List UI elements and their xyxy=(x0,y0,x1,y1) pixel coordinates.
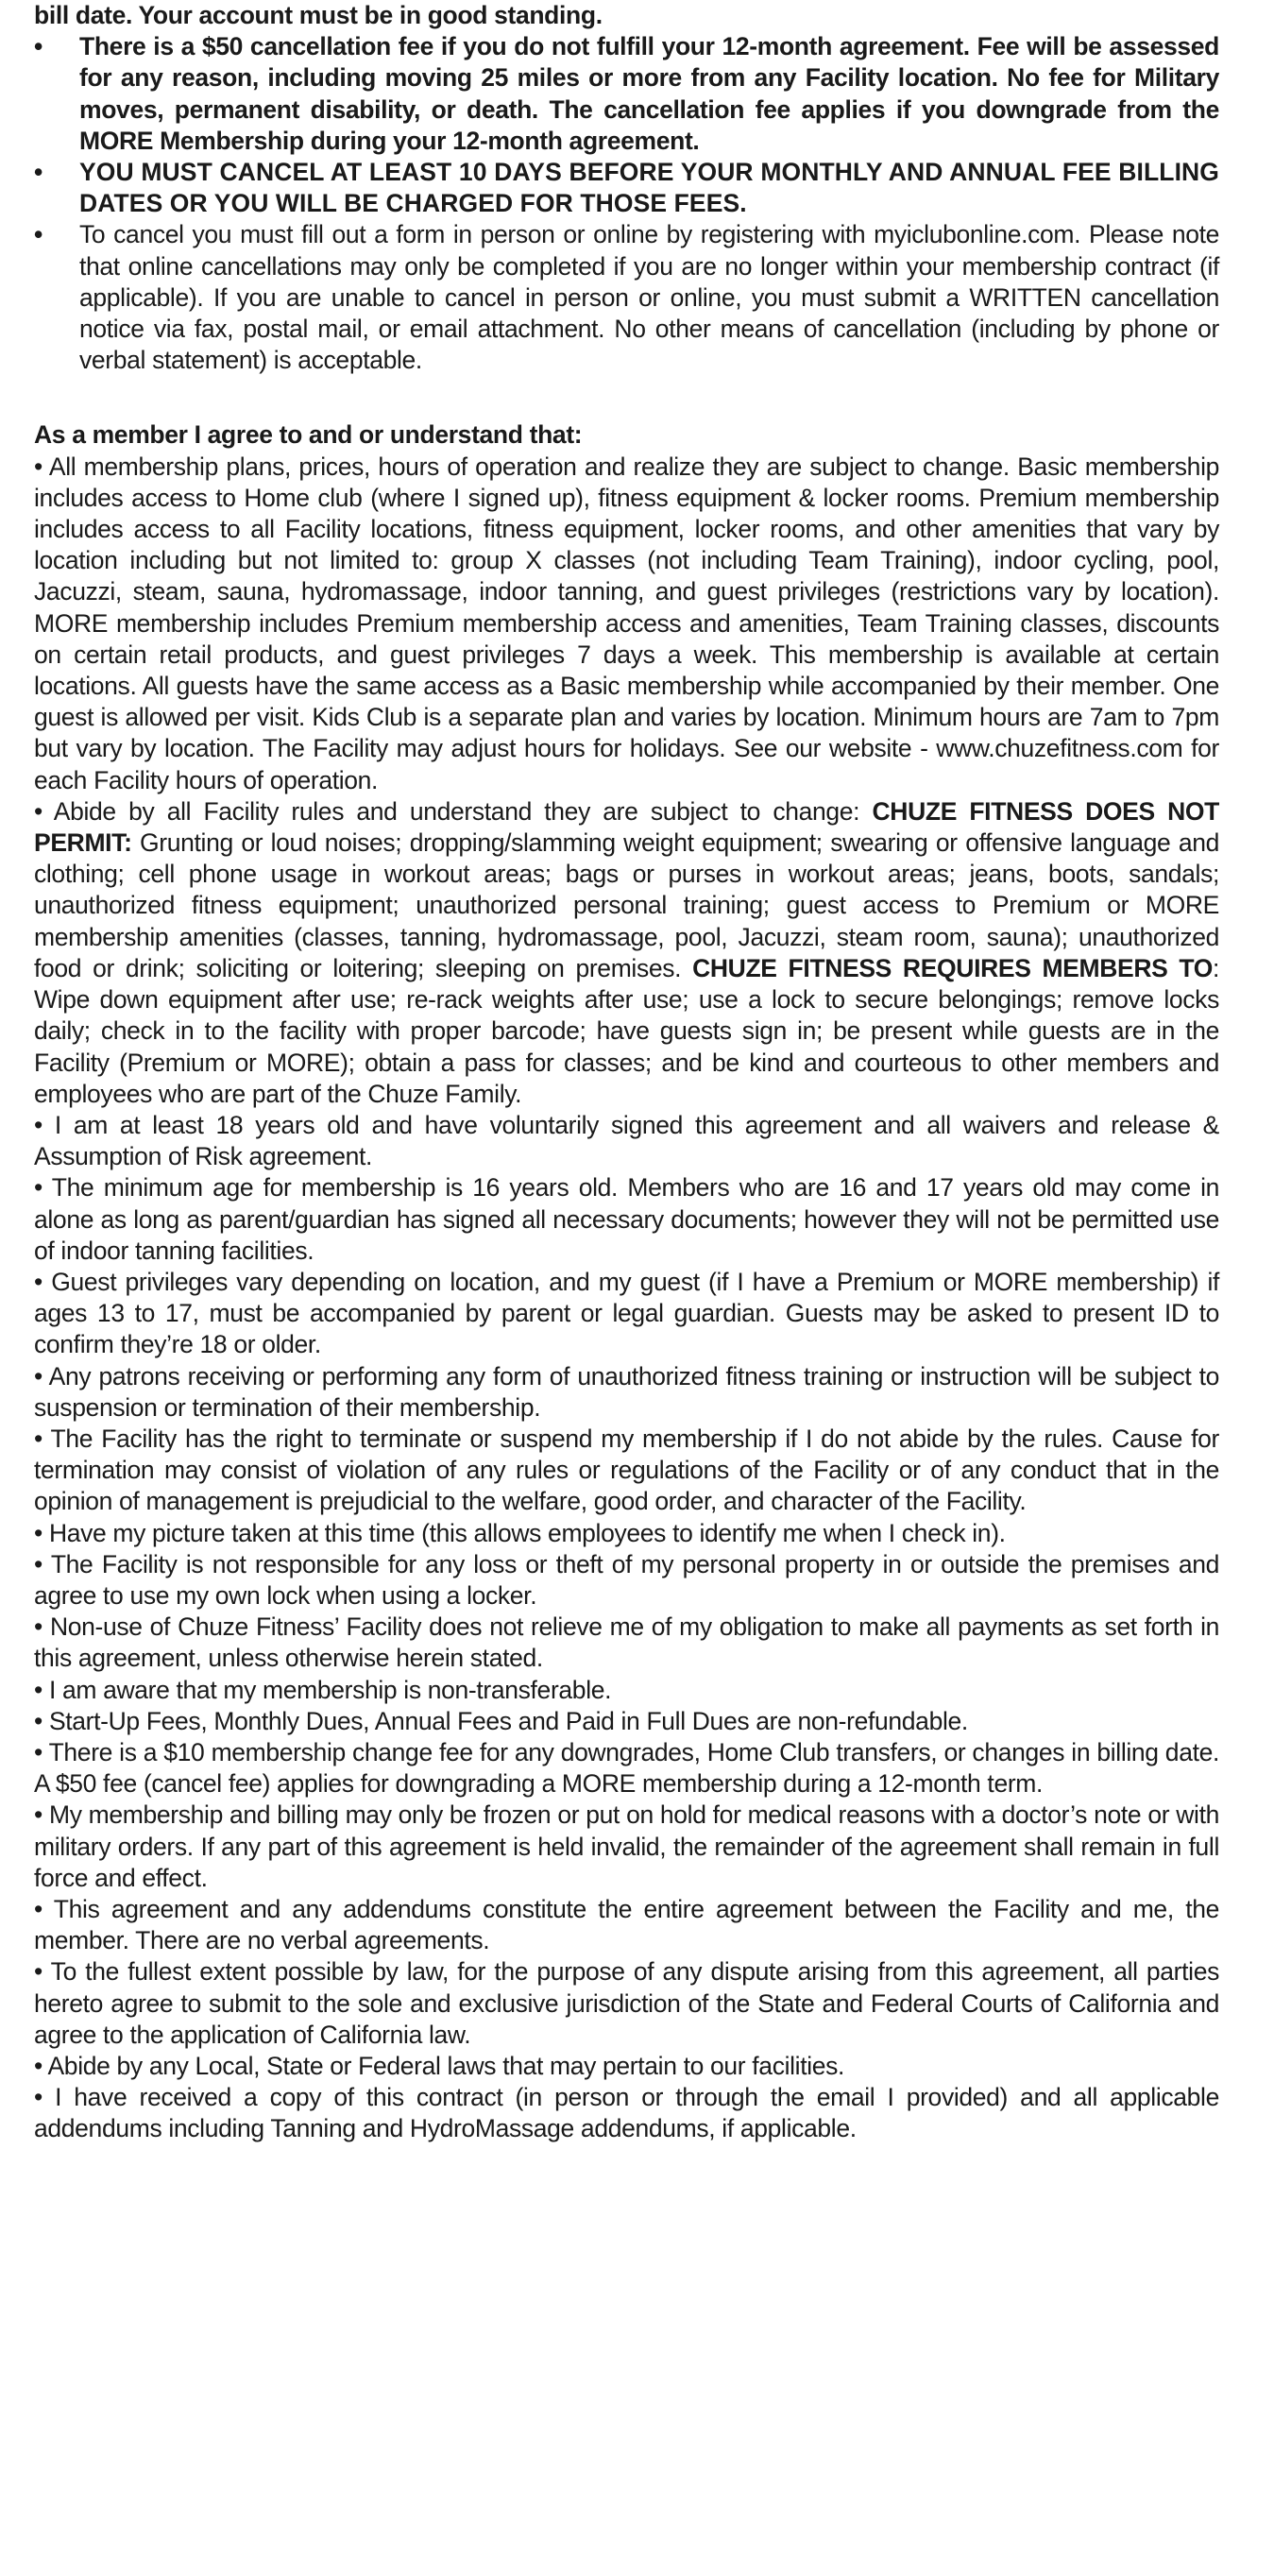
agreement-item-unauthorized-training: • Any patrons receiving or performing any form of unauthorized fitness training or instruction will be subject to suspension or termination of their membership. xyxy=(34,1361,1219,1422)
agreement-item-property: • The Facility is not responsible for any loss or theft of my personal property in or outside the premises and agree to use my own lock when using a locker. xyxy=(34,1549,1219,1610)
cancellation-terms-list xyxy=(34,31,1219,376)
agreement-item-non-transferable: • I am aware that my membership is non-transferable. xyxy=(34,1675,612,1704)
agreement-item-picture: • Have my picture taken at this time (this allows employees to identify me when I check in). xyxy=(34,1518,1006,1547)
agreement-item-non-use: • Non-use of Chuze Fitness’ Facility does not relieve me of my obligation to make all payments as set forth in this agreement, unless otherwise herein stated. xyxy=(34,1612,1219,1673)
agreement-item-jurisdiction: • To the fullest extent possible by law, for the purpose of any dispute arising from this agreement, all parties hereto agree to submit to the sole and exclusive jurisdiction of the State and Federal Courts of California and agree to the application of California law. xyxy=(34,1957,1219,2049)
cancellation-fee-term: • There is a $50 cancellation fee if you do not fulfill your 12-month agreement. Fee will be assessed for any reason, including moving 25 miles or more from any Facility location. No fee for Military moves, permanent disability, or death. The cancellation fee applies if you downgrade from the MORE Membership during your 12-month agreement. xyxy=(34,31,1219,157)
agreement-item-non-refundable: • Start-Up Fees, Monthly Dues, Annual Fees and Paid in Full Dues are non-refundable. xyxy=(34,1706,968,1735)
agreement-heading: As a member I agree to and or understand that: xyxy=(34,420,583,450)
section-spacer xyxy=(34,376,1219,419)
agreement-item-copy-received: • I have received a copy of this contract (in person or through the email I provided) and all applicable addendums including Tanning and HydroMassage addendums, if applicable. xyxy=(34,2083,1219,2143)
rules-not-permit-label: CHUZE FITNESS DOES NOT PERMIT: xyxy=(34,796,1219,858)
rules-requires-list: : Wipe down equipment after use; re-rack weights after use; use a lock to secure belongings; remove locks daily; check in to the facility with proper barcode; have guests sign in; be present while guests are in the Facility (Premium or MORE); obtain a pass for classes; and be kind and courteous to other members and employees who are part of the Chuze Family. xyxy=(34,953,1219,1108)
agreement-item-memberships: • All membership plans, prices, hours of operation and realize they are subject to change. Basic membership includes access to Home club (where I signed up), fitness equipment & locker rooms. Premium membership includes access to all Facility locations, fitness equipment, locker rooms, and other amenities that vary by location including but not limited to: group X classes (not including Team Training), indoor cycling, pool, Jacuzzi, steam, sauna, hydromassage, indoor tanning, and guest privileges (restrictions vary by location). MORE membership includes Premium membership access and amenities, Team Training classes, discounts on certain retail products, and guest privileges 7 days a week. This membership is available at certain locations. All guests have the same access as a Basic membership while accompanied by their member. One guest is allowed per visit. Kids Club is a separate plan and varies by location. Minimum hours are 7am to 7pm but vary by location. The Facility may adjust hours for holidays. See our website - www.chuzefitness.com for each Facility hours of operation. xyxy=(34,452,1219,794)
intro-line: bill date. Your account must be in good standing. xyxy=(34,1,603,29)
agreement-item-age-18: • I am at least 18 years old and have voluntarily signed this agreement and all waivers and release & Assumption of Risk agreement. xyxy=(34,1110,1219,1171)
agreement-item-entire-agreement: • This agreement and any addendums constitute the entire agreement between the Facility and me, the member. There are no verbal agreements. xyxy=(34,1894,1219,1955)
rules-not-permit-list: Grunting or loud noises; dropping/slamming weight equipment; swearing or offensive language and clothing; cell phone usage in workout areas; bags or purses in workout areas; jeans, boots, sandals; unauthorized fitness equipment; unauthorized personal training; guest access to Premium or MORE membership amenities (classes, tanning, hydromassage, pool, Jacuzzi, steam room, sauna); unauthorized food or drink; soliciting or loitering; sleeping on premises. xyxy=(34,828,1219,982)
agreement-item-change-fee: • There is a $10 membership change fee for any downgrades, Home Club transfers, or changes in billing date. A $50 fee (cancel fee) applies for downgrading a MORE membership during a 12-month term. xyxy=(34,1737,1219,1799)
cancel-deadline-term: • YOU MUST CANCEL AT LEAST 10 DAYS BEFORE YOUR MONTHLY AND ANNUAL FEE BILLING DATES OR YOU WILL BE CHARGED FOR THOSE FEES. xyxy=(34,157,1219,219)
rules-intro: • Abide by all Facility rules and understand they are subject to change: xyxy=(34,796,873,826)
agreement-item-guest-privileges: • Guest privileges vary depending on location, and my guest (if I have a Premium or MORE membership) if ages 13 to 17, must be accompanied by parent or legal guardian. Guests may be asked to present ID to confirm they’re 18 or older. xyxy=(34,1267,1219,1359)
agreement-list xyxy=(34,452,1219,2145)
cancel-method-term: • To cancel you must fill out a form in person or online by registering with myiclubonline.com. Please note that online cancellations may only be completed if you are no longer within your membership contract (if applicable). If you are unable to cancel in person or online, you must submit a WRITTEN cancellation notice via fax, postal mail, or email attachment. No other means of cancellation (including by phone or verbal statement) is acceptable. xyxy=(34,219,1219,376)
agreement-item-rules xyxy=(34,796,1219,1110)
agreement-item-termination: • The Facility has the right to terminate or suspend my membership if I do not abide by the rules. Cause for termination may consist of violation of any rules or regulations of the Facility or of any conduct that in the opinion of management is prejudicial to the welfare, good order, and character of the Facility. xyxy=(34,1424,1219,1516)
rules-requires-label: CHUZE FITNESS REQUIRES MEMBERS TO xyxy=(692,953,1213,982)
contract-page xyxy=(34,0,1219,2145)
agreement-item-minimum-age: • The minimum age for membership is 16 years old. Members who are 16 and 17 years old may come in alone as long as parent/guardian has signed all necessary documents; however they will not be permitted use of indoor tanning facilities. xyxy=(34,1173,1219,1265)
agreement-item-laws: • Abide by any Local, State or Federal laws that may pertain to our facilities. xyxy=(34,2052,845,2080)
agreement-item-freeze: • My membership and billing may only be frozen or put on hold for medical reasons with a doctor’s note or with military orders. If any part of this agreement is held invalid, the remainder of the agreement shall remain in full force and effect. xyxy=(34,1800,1219,1892)
